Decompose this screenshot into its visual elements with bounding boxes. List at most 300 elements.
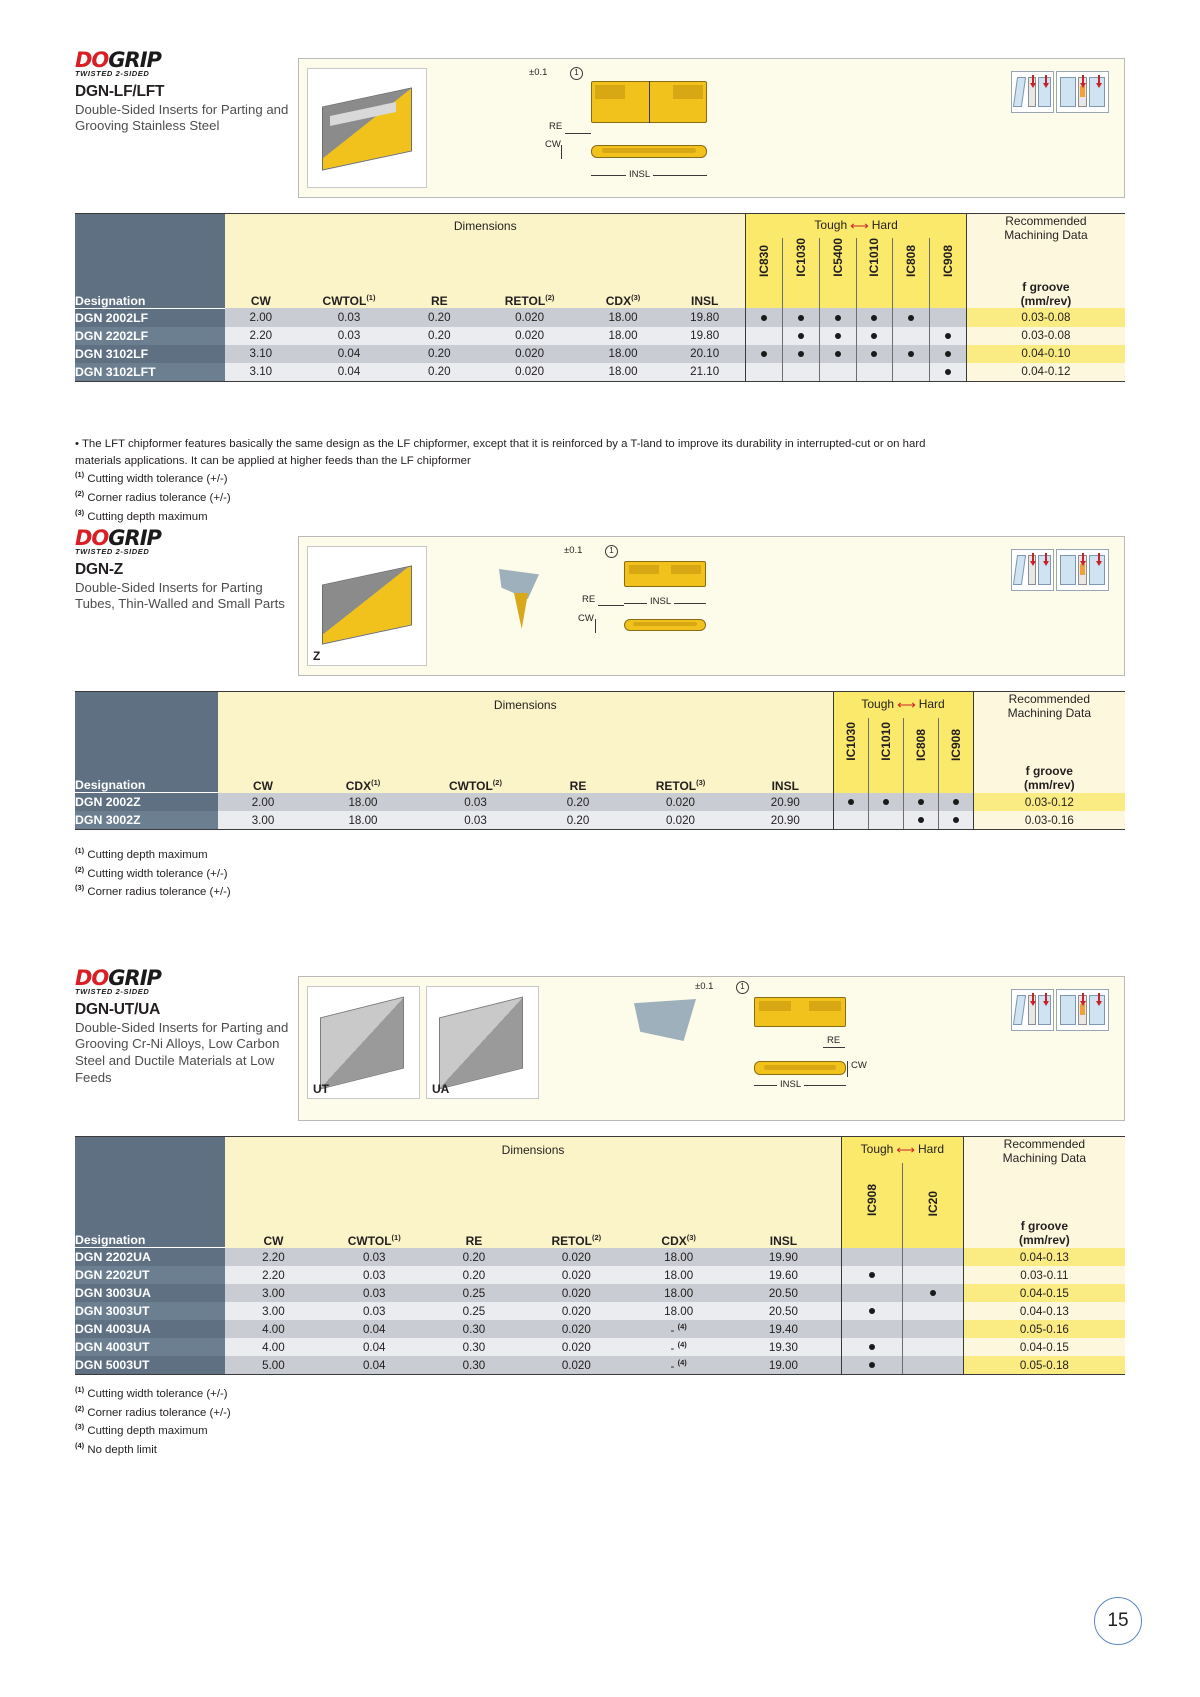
grade-dot-IC1030 [783,345,820,363]
table-row[interactable] [75,345,1125,363]
grade-dot-IC1030 [783,308,820,327]
recommended-machining-header-z: Recommended Machining Data [973,692,1125,765]
tough-hard-arrow-icon-ut: ⟷ [896,1142,915,1157]
table-row[interactable] [75,1356,1125,1375]
row-cell-re: 0.30 [427,1320,521,1338]
tolerance-badge: 1 [570,67,583,80]
grade-dot-IC908 [841,1338,902,1356]
row-cell-cwtol: 0.03 [322,1302,427,1320]
photo-caption-ut: UT [313,1082,329,1096]
row-f-groove: 0.04-0.13 [963,1302,1125,1320]
recommended-line1: Recommended [1005,214,1087,228]
row-designation: DGN 5003UT [75,1356,225,1375]
dogrip-logo-z [75,528,290,556]
row-cell-cwtol: 0.03 [322,1284,427,1302]
grade-dot-IC1030 [833,811,868,830]
logo-grip-text: GRIP [108,48,161,72]
table-row[interactable] [75,1302,1125,1320]
col-header-0-0: CW [225,280,296,309]
footnote-marker: (1) [75,470,85,480]
grade-dot-IC830 [746,308,783,327]
row-cell-insl: 20.90 [738,811,833,830]
grade-dot-IC1010 [868,811,903,830]
f-groove-header: f groove (mm/rev) [966,280,1125,309]
family-name-ut: DGN-UT/UA [75,1000,161,1018]
row-cell-cdx: - $^{(4)}$ [631,1338,725,1356]
family-description-ut: Double-Sided Inserts for Parting and Grooving Cr-Ni Alloys, Low Carbon Steel and Ductile Materials at Low Feeds [75,1019,289,1085]
footnote-numbered: $^{(4)}$ No depth limit [75,1440,157,1456]
family-description-z: Double-Sided Inserts for Parting Tubes, Thin-Walled and Small Parts [75,579,285,612]
grade-dot-IC20 [902,1302,963,1320]
tough-hard-arrow-icon-z: ⟷ [897,697,916,712]
section-title-block [75,50,290,135]
row-designation: DGN 3102LFT [75,363,225,382]
row-f-groove: 0.03-0.08 [966,308,1125,327]
tolerance-badge-z: 1 [605,545,618,558]
row-cell-cdx: 18.00 [582,363,664,382]
logo-subtitle-ut: TWISTED 2-SIDED [75,987,150,996]
row-cell-cw: 4.00 [225,1338,322,1356]
row-cell-cdx: 18.00 [308,793,418,812]
row-cell-retol: 0.020 [477,308,582,327]
col-header-2-2: RE [427,1219,521,1248]
logo-subtitle: TWISTED 2-SIDED [75,69,150,78]
table-row[interactable] [75,811,1125,830]
insert-photo-z [307,546,427,666]
footnote-marker: (2) [75,864,85,874]
footnote-numbered: $^{(1)}$ Cutting width tolerance (+/-) [75,1385,228,1400]
footnote-marker: (3) [75,1422,85,1432]
row-cell-cdx: 18.00 [582,345,664,363]
grade-dot-IC908 [841,1284,902,1302]
col-header-2-5: INSL [726,1219,842,1248]
footnote-marker: (3) [75,883,85,893]
footnotes-1 [75,846,1075,902]
row-cell-cw: 3.00 [225,1302,322,1320]
spec-table-wrapper-1 [75,691,1125,830]
grade-dot-IC5400 [819,345,856,363]
cw-label-ut: CW [851,1060,867,1071]
col-header-0-4: CDX$^{(3)}$ [582,280,664,309]
tolerance-label-z: ±0.1 [564,545,583,556]
row-cell-re: 0.20 [402,363,478,382]
family-name-z: DGN-Z [75,560,124,578]
grade-dot-IC1010 [856,327,893,345]
footnote-numbered: $^{(2)}$ Corner radius tolerance (+/-) [75,489,231,504]
table-header-row-top-ut [75,1137,1125,1164]
footnote-numbered: $^{(1)}$ Cutting depth maximum [75,846,208,861]
table-row[interactable] [75,1320,1125,1338]
grade-dot-IC908 [930,327,967,345]
row-cell-cdx: 18.00 [631,1284,725,1302]
table-row[interactable] [75,1338,1125,1356]
row-cell-cdx: 18.00 [631,1248,725,1267]
grade-label-1-3: IC908 [948,728,963,761]
holder-diagram-right [1056,71,1109,113]
dogrip-logo [75,50,290,78]
row-cell-insl: 21.10 [664,363,746,382]
photo-caption-ua: UA [432,1082,450,1096]
footnote-marker: (4) [75,1440,85,1450]
tolerance-label-ut: ±0.1 [695,981,714,992]
row-cell-cdx: 18.00 [582,327,664,345]
row-cell-retol: 0.020 [521,1356,631,1375]
row-cell-re: 0.25 [427,1302,521,1320]
row-cell-retol: 0.020 [477,345,582,363]
f-groove-header-ut: f groove (mm/rev) [963,1219,1125,1248]
logo-subtitle-z: TWISTED 2-SIDED [75,547,150,556]
holder-diagram-left-z [1011,549,1054,591]
grade-label-0-2: IC5400 [830,238,845,277]
row-cell-cdx: 18.00 [308,811,418,830]
col-header-1-1: CDX$^{(1)}$ [308,764,418,793]
recommended-machining-header [966,214,1125,280]
dimensions-group-header-z: Dimensions [218,692,833,719]
grade-dot-IC1030 [783,363,820,382]
row-cell-re: 0.20 [533,793,623,812]
grade-dot-IC20 [902,1356,963,1375]
col-header-2-0: CW [225,1219,322,1248]
row-cell-insl: 20.50 [726,1284,842,1302]
designation-column-header: Designation [75,280,225,309]
grade-dot-IC20 [902,1266,963,1284]
footnote-numbered: $^{(2)}$ Corner radius tolerance (+/-) [75,1403,231,1419]
footnotes-0 [75,437,1075,526]
table-header-row-cols [75,280,1125,309]
grade-dot-IC808 [893,327,930,345]
row-cell-cw: 5.00 [225,1356,322,1375]
dimensions-group-header-ut: Dimensions [225,1137,841,1164]
grade-dot-IC908 [841,1266,902,1284]
row-cell-cw: 3.10 [225,363,296,382]
grade-dot-IC5400 [819,363,856,382]
tough-label: Tough [814,218,848,233]
table-row[interactable] [75,1284,1125,1302]
grade-label-0-3: IC1010 [867,238,882,277]
chip-curl [514,593,528,629]
row-cell-insl: 20.90 [738,793,833,812]
footnote-text: materials applications. It can be applied at higher feeds than the LF chipformer [75,454,471,467]
footnote-numbered: $^{(3)}$ Cutting depth maximum [75,507,208,523]
spec-table-dgn-z [75,691,1125,830]
row-cell-cdx: 18.00 [582,308,664,327]
grade-dot-IC1030 [783,327,820,345]
row-cell-re: 0.25 [427,1284,521,1302]
row-cell-cwtol: 0.04 [297,345,402,363]
tough-hard-arrow-icon: ⟷ [850,218,869,233]
row-cell-re: 0.20 [427,1248,521,1267]
row-cell-cdx: - $^{(4)}$ [631,1356,725,1375]
row-cell-cwtol: 0.03 [322,1266,427,1284]
footnote-numbered: $^{(3)}$ Cutting depth maximum [75,1422,208,1437]
footnote-text: • The LFT chipformer features basically the same design as the LF chipformer, except that it is reinforced by a T-land to improve its durability in interrupted-cut or on hard [75,438,926,450]
row-cell-insl: 19.00 [726,1356,842,1375]
grade-label-1-1: IC1010 [878,722,893,761]
row-cell-re: 0.20 [402,345,478,363]
row-f-groove: 0.05-0.16 [963,1320,1125,1338]
row-designation: DGN 2202LF [75,327,225,345]
row-cell-cw: 3.10 [225,345,296,363]
row-cell-cwtol: 0.03 [418,793,533,812]
row-designation: DGN 2002Z [75,793,218,812]
row-cell-cw: 2.20 [225,1248,322,1267]
grade-dot-IC5400 [819,308,856,327]
table-row[interactable] [75,363,1125,382]
row-cell-insl: 19.40 [726,1320,842,1338]
row-cell-retol: 0.020 [521,1248,631,1267]
grade-dot-IC20 [902,1320,963,1338]
row-f-groove: 0.04-0.13 [963,1248,1125,1267]
grade-dot-IC908 [930,363,967,382]
row-cell-re: 0.20 [427,1266,521,1284]
grade-label-0-1: IC1030 [793,238,808,277]
tolerance-label: ±0.1 [529,67,548,78]
row-f-groove: 0.05-0.18 [963,1356,1125,1375]
re-label: RE [549,121,563,132]
grade-dot-IC20 [902,1284,963,1302]
table-header-row-top-z [75,692,1125,719]
spec-table-wrapper-0 [75,213,1125,382]
grade-dot-IC908 [938,793,973,812]
holder-diagram-right-z [1056,549,1109,591]
row-cell-cwtol: 0.04 [322,1338,427,1356]
row-cell-cwtol: 0.03 [322,1248,427,1267]
grade-dot-IC5400 [819,327,856,345]
row-designation: DGN 3002Z [75,811,218,830]
grade-dot-IC808 [903,793,938,812]
section-title-block-z [75,528,290,613]
spec-table-body-0 [75,308,1125,381]
row-cell-cdx: 18.00 [631,1302,725,1320]
grade-label-0-4: IC808 [904,244,919,277]
table-row[interactable] [75,327,1125,345]
row-cell-retol: 0.020 [623,793,738,812]
grade-label-1-0: IC1030 [843,722,858,761]
illustration-panel-z [298,536,1125,676]
holder-diagram-left [1011,71,1054,113]
grade-dot-IC1030 [833,793,868,812]
grade-dot-IC1010 [856,345,893,363]
row-cell-retol: 0.020 [623,811,738,830]
row-f-groove: 0.04-0.10 [966,345,1125,363]
grade-dot-IC808 [903,811,938,830]
recommended-line2: Machining Data [1004,228,1088,243]
grade-label-1-2: IC808 [913,728,928,761]
row-cell-cw: 2.00 [225,308,296,327]
insl-label: INSL [626,169,653,180]
row-cell-cwtol: 0.04 [322,1356,427,1375]
row-cell-insl: 19.60 [726,1266,842,1284]
designation-column-header-ut: Designation [75,1219,225,1248]
col-header-0-2: RE [402,280,478,309]
grade-dot-IC908 [841,1356,902,1375]
col-header-1-3: RE [533,764,623,793]
row-cell-retol: 0.020 [477,327,582,345]
spec-table-dgn-ut-ua [75,1136,1125,1375]
row-cell-cw: 2.20 [225,327,296,345]
grade-label-2-0: IC908 [864,1183,879,1216]
dimensions-group-header: Dimensions [225,214,746,239]
col-header-1-5: INSL [738,764,833,793]
grade-dot-IC830 [746,345,783,363]
row-designation: DGN 4003UT [75,1338,225,1356]
col-header-0-5: INSL [664,280,746,309]
row-cell-retol: 0.020 [521,1338,631,1356]
illustration-panel [298,58,1125,198]
table-header-row-cols-ut [75,1219,1125,1248]
row-designation: DGN 2202UA [75,1248,225,1267]
family-description: Double-Sided Inserts for Parting and Grooving Stainless Steel [75,101,289,134]
row-cell-re: 0.20 [402,327,478,345]
row-cell-insl: 19.80 [664,327,746,345]
row-cell-cwtol: 0.03 [297,327,402,345]
grade-dot-IC908 [938,811,973,830]
photo-caption-z: Z [313,649,321,663]
row-designation: DGN 3003UA [75,1284,225,1302]
table-row[interactable] [75,793,1125,812]
row-f-groove: 0.03-0.16 [973,811,1125,830]
col-header-2-1: CWTOL$^{(1)}$ [322,1219,427,1248]
row-f-groove: 0.03-0.08 [966,327,1125,345]
row-cell-cw: 3.00 [218,811,308,830]
row-designation: DGN 3102LF [75,345,225,363]
footnote-marker: (2) [75,1403,85,1413]
row-cell-re: 0.30 [427,1338,521,1356]
cw-label-z: CW [578,613,594,624]
holder-diagram-right-ut [1056,989,1109,1031]
row-cell-cwtol: 0.03 [297,308,402,327]
spec-table-body-2 [75,1248,1125,1375]
table-header-row-top [75,214,1125,239]
hard-label: Hard [871,218,898,233]
recommended-machining-header-ut: Recommended Machining Data [963,1137,1125,1220]
row-designation: DGN 2002LF [75,308,225,327]
row-cell-retol: 0.020 [521,1302,631,1320]
col-header-0-1: CWTOL$^{(1)}$ [297,280,402,309]
tough-hard-header [746,214,967,239]
row-designation: DGN 2202UT [75,1266,225,1284]
row-cell-re: 0.20 [402,308,478,327]
grade-dot-IC20 [902,1338,963,1356]
spec-table-wrapper-2 [75,1136,1125,1375]
footnote-marker: (2) [75,489,85,498]
row-cell-cwtol: 0.03 [418,811,533,830]
footnote-numbered: $^{(2)}$ Cutting width tolerance (+/-) [75,864,228,880]
grade-dot-IC830 [746,363,783,382]
row-cell-re: 0.20 [533,811,623,830]
row-cell-cdx: 18.00 [631,1266,725,1284]
footnote-marker: (3) [75,507,85,517]
grade-dot-IC808 [893,345,930,363]
grade-dot-IC808 [893,308,930,327]
insl-label-ut: INSL [777,1079,804,1090]
row-cell-insl: 19.30 [726,1338,842,1356]
grade-dot-IC1010 [856,363,893,382]
row-cell-insl: 20.50 [726,1302,842,1320]
row-f-groove: 0.04-0.15 [963,1284,1125,1302]
table-row[interactable] [75,1266,1125,1284]
row-cell-cw: 2.20 [225,1266,322,1284]
dogrip-logo-ut [75,968,290,996]
col-header-0-3: RETOL$^{(2)}$ [477,280,582,309]
row-cell-retol: 0.020 [521,1320,631,1338]
grade-label-0-5: IC908 [940,244,955,277]
col-header-1-4: RETOL$^{(3)}$ [623,764,738,793]
row-cell-retol: 0.020 [477,363,582,382]
row-cell-insl: 19.80 [664,308,746,327]
logo-grip-text-z: GRIP [108,526,161,550]
row-cell-cw: 3.00 [225,1284,322,1302]
page-number-text: 15 [1107,1610,1129,1631]
row-cell-retol: 0.020 [521,1266,631,1284]
grade-dot-IC908 [841,1302,902,1320]
grade-dot-IC20 [902,1248,963,1267]
spec-table-dgn-lf-lft [75,213,1125,382]
row-f-groove: 0.03-0.12 [973,793,1125,812]
row-cell-cw: 2.00 [218,793,308,812]
row-cell-cwtol: 0.04 [322,1320,427,1338]
grade-dot-IC808 [893,363,930,382]
row-f-groove: 0.03-0.11 [963,1266,1125,1284]
col-header-2-4: CDX$^{(3)}$ [631,1219,725,1248]
row-f-groove: 0.04-0.15 [963,1338,1125,1356]
col-header-1-2: CWTOL$^{(2)}$ [418,764,533,793]
illustration-panel-ut [298,976,1125,1121]
grade-dot-IC908 [930,308,967,327]
insert-photo-ua [426,986,539,1099]
logo-grip-text-ut: GRIP [108,966,161,990]
row-cell-retol: 0.020 [521,1284,631,1302]
row-designation: DGN 3003UT [75,1302,225,1320]
row-cell-cwtol: 0.04 [297,363,402,382]
chip-illustration-ut [634,999,696,1041]
cw-label: CW [545,139,561,150]
row-cell-cw: 4.00 [225,1320,322,1338]
grade-dot-IC908 [841,1320,902,1338]
re-label-ut: RE [827,1035,841,1046]
page-number [1094,1597,1142,1645]
footnote-numbered: $^{(3)}$ Corner radius tolerance (+/-) [75,883,231,898]
footnote-marker: (1) [75,1385,85,1394]
table-row[interactable] [75,308,1125,327]
f-groove-header-z: f groove (mm/rev) [973,764,1125,793]
logo-do-text-z: DO [75,526,109,550]
logo-do-text-ut: DO [75,966,109,990]
insert-photo [307,68,427,188]
tough-hard-header-z: Tough ⟷ Hard [833,692,973,719]
grade-dot-IC830 [746,327,783,345]
table-row[interactable] [75,1248,1125,1267]
grade-label-0-0: IC830 [757,244,772,277]
col-header-1-0: CW [218,764,308,793]
grade-dot-IC908 [841,1248,902,1267]
spec-table-body-1 [75,793,1125,830]
designation-column-header-z: Designation [75,764,218,793]
row-cell-insl: 20.10 [664,345,746,363]
footnotes-2 [75,1385,1075,1459]
table-header-row-mid-z [75,718,1125,764]
logo-do-text: DO [75,48,109,72]
re-label-z: RE [582,594,596,605]
row-f-groove: 0.04-0.12 [966,363,1125,382]
grade-label-2-1: IC20 [925,1190,940,1216]
row-cell-cdx: - $^{(4)}$ [631,1320,725,1338]
footnote-numbered: $^{(1)}$ Cutting width tolerance (+/-) [75,470,228,486]
table-header-row-cols-z [75,764,1125,793]
row-cell-insl: 19.90 [726,1248,842,1267]
insert-photo-ut [307,986,420,1099]
insl-label-z: INSL [647,596,674,607]
